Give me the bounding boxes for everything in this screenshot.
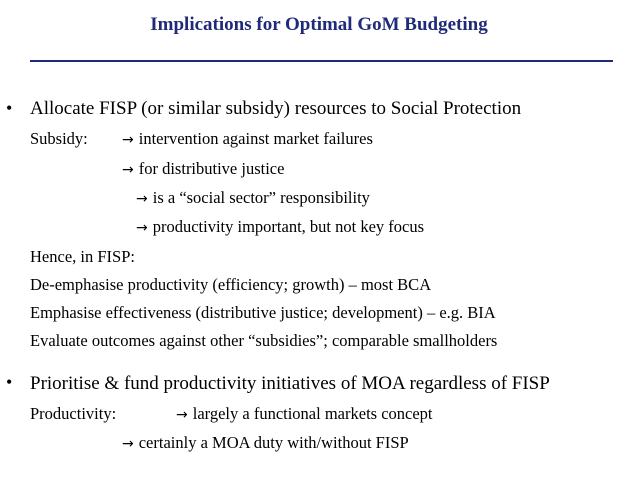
productivity-point-1: → largely a functional markets concept — [176, 404, 433, 423]
subsidy-point-2: → for distributive justice — [122, 159, 285, 178]
bullet-icon: • — [6, 372, 13, 392]
subsidy-label: Subsidy: — [30, 129, 88, 148]
arrow-right-icon: → — [122, 162, 134, 178]
arrow-right-icon: → — [122, 436, 134, 452]
bullet-icon: • — [6, 98, 13, 118]
conclusion-3: Evaluate outcomes against other “subsidies”; comparable smallholders — [30, 331, 498, 350]
subsidy-point-1: → intervention against market failures — [122, 129, 373, 148]
subsidy-point-3: → is a “social sector” responsibility — [136, 188, 370, 207]
productivity-label: Productivity: — [30, 404, 117, 423]
arrow-right-icon: → — [122, 132, 134, 148]
page-title: Implications for Optimal GoM Budgeting — [150, 14, 488, 35]
section2-heading: Prioritise & fund productivity initiatives of MOA regardless of FISP — [30, 373, 550, 394]
subsidy-point-4: → productivity important, but not key focus — [136, 217, 425, 236]
productivity-point-2: → certainly a MOA duty with/without FISP — [122, 433, 409, 452]
title-divider — [30, 60, 613, 62]
arrow-right-icon: → — [176, 407, 188, 423]
conclusion-1: De-emphasise productivity (efficiency; growth) – most BCA — [30, 275, 432, 294]
hence-label: Hence, in FISP: — [30, 247, 135, 266]
arrow-right-icon: → — [136, 191, 148, 207]
conclusion-2: Emphasise effectiveness (distributive justice; development) – e.g. BIA — [30, 303, 496, 322]
section1-heading: Allocate FISP (or similar subsidy) resources to Social Protection — [30, 98, 522, 119]
arrow-right-icon: → — [136, 220, 148, 236]
